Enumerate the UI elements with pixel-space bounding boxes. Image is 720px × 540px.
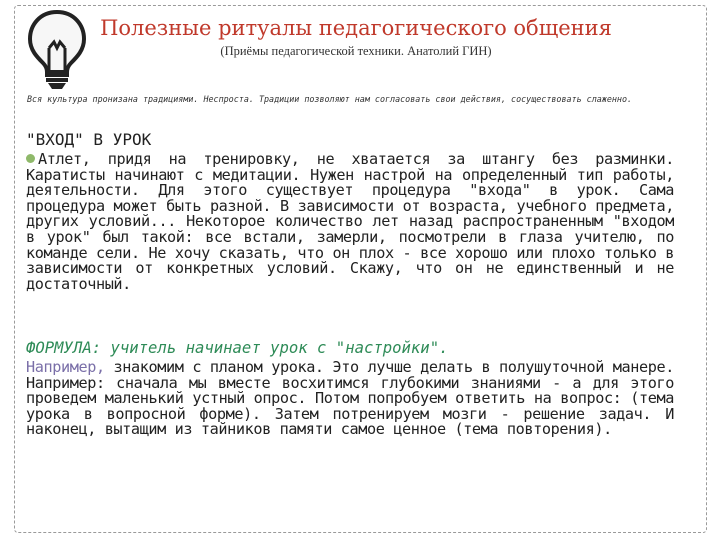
intro-text: Вся культура пронизана традициями. Неспроста. Традиции позволяют нам согласовать свои действия, сосуществовать слаженно. [27, 94, 633, 104]
page-subtitle: (Приёмы педагогической техники. Анатолий ГИН) [220, 44, 492, 58]
formula-line: ФОРМУЛА: учитель начинает урок с "настройки". [26, 339, 449, 357]
section-paragraph [26, 152, 674, 292]
lightbulb-icon [26, 8, 88, 90]
example-paragraph [26, 360, 674, 438]
section-paragraph-text: Атлет, придя на тренировку, не хватается за штангу без разминки. Каратисты начинают с медитации. Нужен настрой на определенный тип работы, деятельности. Для этого существует процедура "входа" в урок. Сама процедура может быть разной. В зависимости от возраста, учебного предмета, других условий... Некоторое количество лет назад распространенным "входом в урок" был такой: все встали, замерли, посмотрели в глаза учителю, по команде сели. Не хочу сказать, что он плох - все хорошо или плохо только в зависимости от конкретных условий. Скажу, что он не единственный и не достаточный. [26, 150, 674, 293]
bullet-dot-icon [26, 154, 35, 163]
section-heading: "ВХОД" В УРОК [26, 130, 152, 149]
example-prefix: Например, [26, 358, 105, 376]
example-body: знакомим с планом урока. Это лучше делать в полушуточной манере. Например: сначала мы вместе восхитимся глубокими знаниями - а для этого проведем маленький устный опрос. Потом попробуем ответить на вопрос: (тема урока в вопросной форме). Затем потренируем мозги - решение задач. И наконец, вытащим из тайников памяти самое ценное (тема повторения). [26, 358, 674, 439]
page-title: Полезные ритуалы педагогического общения [100, 16, 612, 40]
